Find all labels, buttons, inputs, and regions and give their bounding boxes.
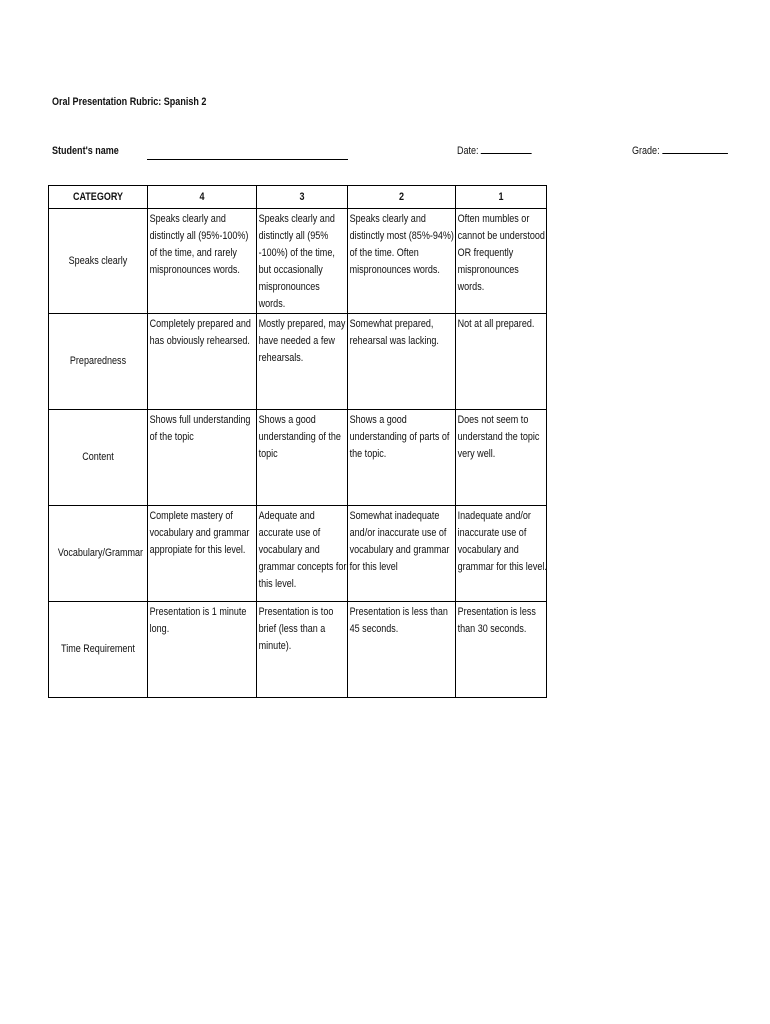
criterion-cell: Shows full understanding of the topic bbox=[148, 410, 257, 506]
criterion-cell: Inadequate and/or inaccurate use of vocabulary and grammar for this level. bbox=[456, 506, 547, 602]
criterion-cell: Speaks clearly and distinctly all (95% -100%) of the time, but occasionally mispronounces words. bbox=[257, 209, 348, 314]
date-blank-line bbox=[481, 145, 532, 154]
criterion-cell: Shows a good understanding of the topic bbox=[257, 410, 348, 506]
table-row bbox=[49, 602, 547, 698]
criterion-cell: Presentation is less than 45 seconds. bbox=[348, 602, 456, 698]
header-score-2: 2 bbox=[348, 186, 456, 209]
student-name-label: Student's name bbox=[52, 145, 119, 157]
criterion-cell: Speaks clearly and distinctly most (85%-94%) of the time. Often mispronounces words. bbox=[348, 209, 456, 314]
header-score-1: 1 bbox=[456, 186, 547, 209]
criterion-cell: Speaks clearly and distinctly all (95%-100%) of the time, and rarely mispronounces words. bbox=[148, 209, 257, 314]
grade-field bbox=[632, 145, 728, 157]
criterion-cell: Does not seem to understand the topic very well. bbox=[456, 410, 547, 506]
date-field bbox=[457, 145, 532, 157]
header-score-3: 3 bbox=[257, 186, 348, 209]
student-name-line bbox=[147, 159, 348, 160]
header-score-4: 4 bbox=[148, 186, 257, 209]
table-row bbox=[49, 314, 547, 410]
criterion-cell: Not at all prepared. bbox=[456, 314, 547, 410]
criterion-cell: Mostly prepared, may have needed a few rehearsals. bbox=[257, 314, 348, 410]
criterion-cell: Presentation is 1 minute long. bbox=[148, 602, 257, 698]
document-title: Oral Presentation Rubric: Spanish 2 bbox=[52, 96, 207, 108]
table-row bbox=[49, 410, 547, 506]
criterion-cell: Presentation is less than 30 seconds. bbox=[456, 602, 547, 698]
rubric-table bbox=[48, 185, 547, 698]
criterion-cell: Complete mastery of vocabulary and grammar appropiate for this level. bbox=[148, 506, 257, 602]
criterion-cell: Presentation is too brief (less than a minute). bbox=[257, 602, 348, 698]
criterion-cell: Shows a good understanding of parts of the topic. bbox=[348, 410, 456, 506]
grade-blank-line bbox=[662, 145, 728, 154]
category-speaks-clearly: Speaks clearly bbox=[49, 209, 148, 314]
table-row bbox=[49, 209, 547, 314]
category-preparedness: Preparedness bbox=[49, 314, 148, 410]
criterion-cell: Somewhat prepared, rehearsal was lacking. bbox=[348, 314, 456, 410]
category-time-requirement: Time Requirement bbox=[49, 602, 148, 698]
date-label: Date: bbox=[457, 145, 479, 157]
criterion-cell: Often mumbles or cannot be understood OR frequently mispronounces words. bbox=[456, 209, 547, 314]
category-vocabulary-grammar: Vocabulary/Grammar bbox=[49, 506, 148, 602]
header-category: CATEGORY bbox=[49, 186, 148, 209]
table-row bbox=[49, 506, 547, 602]
criterion-cell: Somewhat inadequate and/or inaccurate use of vocabulary and grammar for this level bbox=[348, 506, 456, 602]
criterion-cell: Completely prepared and has obviously rehearsed. bbox=[148, 314, 257, 410]
category-content: Content bbox=[49, 410, 148, 506]
criterion-cell: Adequate and accurate use of vocabulary and grammar concepts for this level. bbox=[257, 506, 348, 602]
grade-label: Grade: bbox=[632, 145, 660, 157]
rubric-header-row bbox=[49, 186, 547, 209]
